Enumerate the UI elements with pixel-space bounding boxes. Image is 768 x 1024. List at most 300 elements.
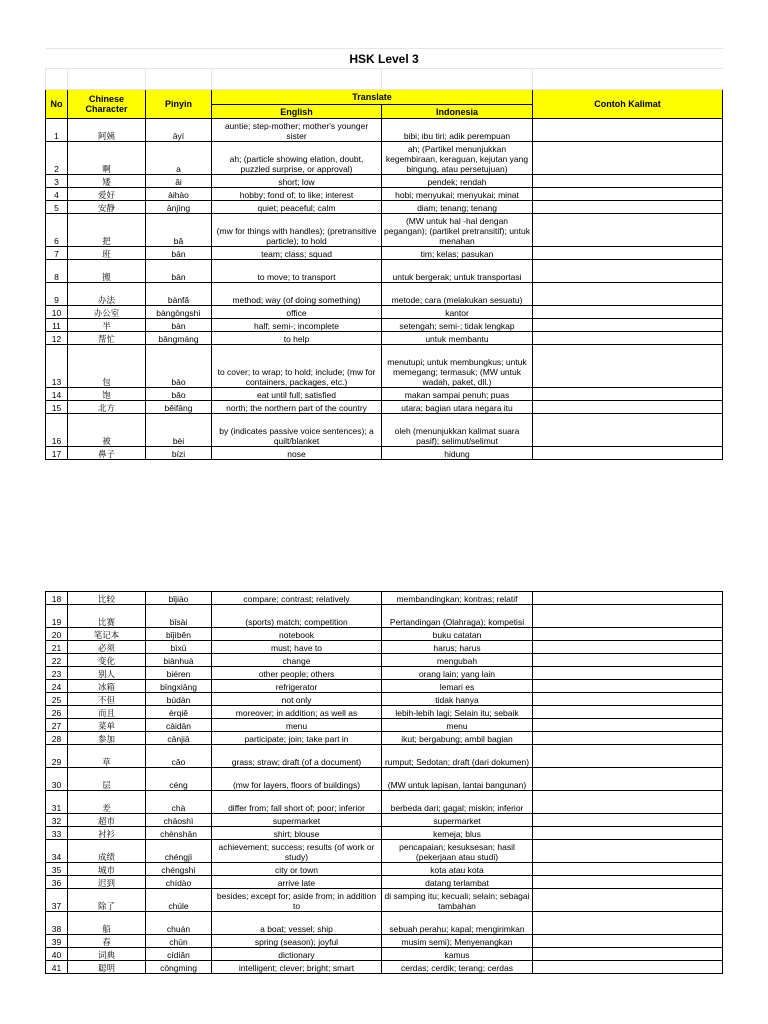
cell-pinyin: a [146, 142, 212, 175]
cell-indonesia: tidak hanya [382, 693, 533, 706]
header-chinese-character: Chinese Character [68, 90, 146, 119]
table-row [46, 791, 723, 814]
cell-no: 2 [46, 142, 68, 175]
cell-chinese: 饱 [68, 388, 146, 401]
cell-contoh-kalimat [533, 840, 723, 863]
cell-english: a boat; vessel; ship [212, 912, 382, 935]
table-row [46, 840, 723, 863]
cell-chinese: 把 [68, 214, 146, 247]
empty-cell [212, 69, 382, 90]
cell-no: 5 [46, 201, 68, 214]
table-row [46, 654, 723, 667]
cell-chinese: 菜单 [68, 719, 146, 732]
cell-chinese: 北方 [68, 401, 146, 414]
cell-pinyin: chènshān [146, 827, 212, 840]
cell-indonesia: (MW untuk lapisan, lantai bangunan) [382, 768, 533, 791]
cell-no: 16 [46, 414, 68, 447]
cell-contoh-kalimat [533, 961, 723, 974]
table-row [46, 332, 723, 345]
table-row [46, 961, 723, 974]
cell-no: 7 [46, 247, 68, 260]
cell-indonesia: pencapaian; kesuksesan; hasil (pekerjaan atau studi) [382, 840, 533, 863]
cell-chinese: 春 [68, 935, 146, 948]
cell-indonesia: hidung [382, 447, 533, 460]
table-row [46, 719, 723, 732]
cell-indonesia: oleh (menunjukkan kalimat suara pasif); selimut/selimut [382, 414, 533, 447]
cell-english: besides; except for; aside from; in addition to [212, 889, 382, 912]
table-row [46, 693, 723, 706]
cell-indonesia: utara; bagian utara negara itu [382, 401, 533, 414]
cell-indonesia: kota atau kota [382, 863, 533, 876]
cell-chinese: 城市 [68, 863, 146, 876]
cell-pinyin: bǐsài [146, 605, 212, 628]
cell-english: dictionary [212, 948, 382, 961]
cell-indonesia: (MW untuk hal -hal dengan pegangan); (partikel pretransitif); untuk menahan [382, 214, 533, 247]
cell-contoh-kalimat [533, 414, 723, 447]
cell-contoh-kalimat [533, 306, 723, 319]
cell-pinyin: bǐjiào [146, 592, 212, 605]
cell-no: 9 [46, 283, 68, 306]
cell-no: 23 [46, 667, 68, 680]
cell-indonesia: lemari es [382, 680, 533, 693]
table-row [46, 706, 723, 719]
cell-pinyin: càidān [146, 719, 212, 732]
cell-english: arrive late [212, 876, 382, 889]
cell-english: must; have to [212, 641, 382, 654]
table-row [46, 768, 723, 791]
cell-chinese: 笔记本 [68, 628, 146, 641]
cell-no: 39 [46, 935, 68, 948]
cell-contoh-kalimat [533, 592, 723, 605]
cell-contoh-kalimat [533, 814, 723, 827]
table-row [46, 388, 723, 401]
cell-contoh-kalimat [533, 175, 723, 188]
cell-indonesia: ah; (Partikel menunjukkan kegembiraan, keraguan, kejutan yang bingung, atau persetujuan) [382, 142, 533, 175]
cell-chinese: 成绩 [68, 840, 146, 863]
cell-pinyin: chāoshì [146, 814, 212, 827]
cell-no: 35 [46, 863, 68, 876]
cell-english: to move; to transport [212, 260, 382, 283]
cell-contoh-kalimat [533, 948, 723, 961]
cell-pinyin: búdàn [146, 693, 212, 706]
cell-pinyin: chūn [146, 935, 212, 948]
cell-indonesia: mengubah [382, 654, 533, 667]
cell-english: not only [212, 693, 382, 706]
cell-no: 8 [46, 260, 68, 283]
cell-english: supermarket [212, 814, 382, 827]
cell-indonesia: supermarket [382, 814, 533, 827]
cell-no: 33 [46, 827, 68, 840]
cell-indonesia: untuk membantu [382, 332, 533, 345]
cell-indonesia: kamus [382, 948, 533, 961]
cell-contoh-kalimat [533, 912, 723, 935]
cell-english: moreover; in addition; as well as [212, 706, 382, 719]
cell-no: 15 [46, 401, 68, 414]
cell-pinyin: biànhuà [146, 654, 212, 667]
cell-contoh-kalimat [533, 188, 723, 201]
cell-contoh-kalimat [533, 667, 723, 680]
table-row [46, 283, 723, 306]
cell-chinese: 办法 [68, 283, 146, 306]
cell-english: spring (season); joyful [212, 935, 382, 948]
cell-indonesia: pendek; rendah [382, 175, 533, 188]
cell-pinyin: céng [146, 768, 212, 791]
table-row [46, 605, 723, 628]
cell-pinyin: chuán [146, 912, 212, 935]
header-translate: Translate [212, 90, 533, 105]
cell-chinese: 阿姨 [68, 119, 146, 142]
cell-english: (mw for layers, floors of buildings) [212, 768, 382, 791]
cell-no: 38 [46, 912, 68, 935]
cell-contoh-kalimat [533, 680, 723, 693]
cell-english: change [212, 654, 382, 667]
cell-contoh-kalimat [533, 628, 723, 641]
cell-chinese: 办公室 [68, 306, 146, 319]
cell-no: 14 [46, 388, 68, 401]
cell-pinyin: bàn [146, 319, 212, 332]
cell-chinese: 比赛 [68, 605, 146, 628]
cell-pinyin: āyí [146, 119, 212, 142]
cell-chinese: 不但 [68, 693, 146, 706]
cell-english: grass; straw; draft (of a document) [212, 745, 382, 768]
vocabulary-table-part-2 [45, 591, 723, 974]
cell-chinese: 衬衫 [68, 827, 146, 840]
cell-indonesia: makan sampai penuh; puas [382, 388, 533, 401]
cell-chinese: 超市 [68, 814, 146, 827]
cell-no: 12 [46, 332, 68, 345]
cell-indonesia: ikut; bergabung; ambil bagian [382, 732, 533, 745]
cell-chinese: 聪明 [68, 961, 146, 974]
cell-pinyin: cōngming [146, 961, 212, 974]
cell-english: north; the northern part of the country [212, 401, 382, 414]
table-row [46, 247, 723, 260]
cell-contoh-kalimat [533, 768, 723, 791]
cell-no: 10 [46, 306, 68, 319]
cell-pinyin: cǎo [146, 745, 212, 768]
cell-indonesia: setengah; semi-; tidak lengkap [382, 319, 533, 332]
cell-pinyin: bìxū [146, 641, 212, 654]
cell-no: 13 [46, 345, 68, 388]
cell-no: 24 [46, 680, 68, 693]
empty-cell [382, 69, 533, 90]
cell-no: 4 [46, 188, 68, 201]
cell-no: 17 [46, 447, 68, 460]
cell-pinyin: bǐjìběn [146, 628, 212, 641]
table-row [46, 863, 723, 876]
table-row [46, 401, 723, 414]
cell-contoh-kalimat [533, 745, 723, 768]
cell-chinese: 帮忙 [68, 332, 146, 345]
cell-chinese: 船 [68, 912, 146, 935]
cell-chinese: 词典 [68, 948, 146, 961]
table-row [46, 447, 723, 460]
cell-contoh-kalimat [533, 863, 723, 876]
cell-indonesia: untuk bergerak; untuk transportasi [382, 260, 533, 283]
cell-english: differ from; fall short of; poor; inferior [212, 791, 382, 814]
cell-chinese: 被 [68, 414, 146, 447]
cell-chinese: 层 [68, 768, 146, 791]
cell-english: to cover; to wrap; to hold; include; (mw for containers, packages, etc.) [212, 345, 382, 388]
cell-indonesia: di samping itu; kecuali; selain; sebagai tambahan [382, 889, 533, 912]
cell-chinese: 变化 [68, 654, 146, 667]
cell-indonesia: musim semi); Menyenangkan [382, 935, 533, 948]
cell-english: notebook [212, 628, 382, 641]
table-row [46, 592, 723, 605]
cell-indonesia: bibi; ibu tiri; adik perempuan [382, 119, 533, 142]
cell-pinyin: biéren [146, 667, 212, 680]
cell-no: 41 [46, 961, 68, 974]
cell-pinyin: bèi [146, 414, 212, 447]
cell-contoh-kalimat [533, 142, 723, 175]
table-row [46, 745, 723, 768]
cell-no: 37 [46, 889, 68, 912]
cell-english: compare; contrast; relatively [212, 592, 382, 605]
header-pinyin: Pinyin [146, 90, 212, 119]
cell-chinese: 比较 [68, 592, 146, 605]
table-row [46, 948, 723, 961]
cell-contoh-kalimat [533, 214, 723, 247]
header-english: English [212, 105, 382, 119]
cell-english: auntie; step-mother; mother's younger sister [212, 119, 382, 142]
cell-indonesia: lebih-lebih lagi; Selain itu; sebaik [382, 706, 533, 719]
cell-chinese: 矮 [68, 175, 146, 188]
cell-contoh-kalimat [533, 401, 723, 414]
table-row [46, 188, 723, 201]
cell-no: 11 [46, 319, 68, 332]
cell-english: to help [212, 332, 382, 345]
cell-pinyin: bān [146, 260, 212, 283]
table-row [46, 876, 723, 889]
cell-contoh-kalimat [533, 876, 723, 889]
cell-chinese: 班 [68, 247, 146, 260]
cell-pinyin: bīngxiāng [146, 680, 212, 693]
cell-contoh-kalimat [533, 693, 723, 706]
cell-pinyin: chídào [146, 876, 212, 889]
cell-indonesia: membandingkan; kontras; relatif [382, 592, 533, 605]
table-row [46, 912, 723, 935]
cell-no: 29 [46, 745, 68, 768]
cell-chinese: 参加 [68, 732, 146, 745]
cell-contoh-kalimat [533, 889, 723, 912]
cell-pinyin: bànfǎ [146, 283, 212, 306]
cell-no: 22 [46, 654, 68, 667]
cell-no: 1 [46, 119, 68, 142]
cell-no: 31 [46, 791, 68, 814]
cell-contoh-kalimat [533, 283, 723, 306]
cell-indonesia: orang lain; yang lain [382, 667, 533, 680]
cell-chinese: 别人 [68, 667, 146, 680]
cell-contoh-kalimat [533, 641, 723, 654]
cell-chinese: 爱好 [68, 188, 146, 201]
header-contoh-kalimat: Contoh Kalimat [533, 90, 723, 119]
empty-cell [533, 69, 723, 90]
cell-pinyin: cānjiā [146, 732, 212, 745]
cell-indonesia: Pertandingan (Olahraga); kompetisi [382, 605, 533, 628]
cell-pinyin: bízi [146, 447, 212, 460]
cell-pinyin: cídiǎn [146, 948, 212, 961]
cell-contoh-kalimat [533, 654, 723, 667]
cell-indonesia: sebuah perahu; kapal; mengirimkan [382, 912, 533, 935]
cell-english: office [212, 306, 382, 319]
table-row [46, 814, 723, 827]
cell-pinyin: chéngshì [146, 863, 212, 876]
cell-no: 30 [46, 768, 68, 791]
table-row [46, 319, 723, 332]
table-row [46, 628, 723, 641]
cell-no: 27 [46, 719, 68, 732]
cell-english: intelligent; clever; bright; smart [212, 961, 382, 974]
cell-english: city or town [212, 863, 382, 876]
cell-no: 28 [46, 732, 68, 745]
cell-pinyin: bāo [146, 345, 212, 388]
cell-contoh-kalimat [533, 260, 723, 283]
cell-english: eat until full; satisfied [212, 388, 382, 401]
cell-chinese: 包 [68, 345, 146, 388]
table-row [46, 680, 723, 693]
table-row [46, 214, 723, 247]
cell-contoh-kalimat [533, 447, 723, 460]
table-row [46, 667, 723, 680]
cell-pinyin: chà [146, 791, 212, 814]
cell-chinese: 差 [68, 791, 146, 814]
cell-pinyin: bàngōngshì [146, 306, 212, 319]
cell-chinese: 半 [68, 319, 146, 332]
cell-contoh-kalimat [533, 827, 723, 840]
cell-contoh-kalimat [533, 119, 723, 142]
empty-cell [68, 69, 146, 90]
cell-indonesia: harus; harus [382, 641, 533, 654]
cell-no: 20 [46, 628, 68, 641]
cell-pinyin: bāngmáng [146, 332, 212, 345]
cell-english: refrigerator [212, 680, 382, 693]
cell-no: 40 [46, 948, 68, 961]
cell-english: participate; join; take part in [212, 732, 382, 745]
table-row [46, 414, 723, 447]
cell-indonesia: cerdas; cerdik; terang; cerdas [382, 961, 533, 974]
cell-indonesia: datang terlambat [382, 876, 533, 889]
table-row [46, 119, 723, 142]
cell-no: 34 [46, 840, 68, 863]
cell-english: short; low [212, 175, 382, 188]
cell-indonesia: metode; cara (melakukan sesuatu) [382, 283, 533, 306]
table-row [46, 201, 723, 214]
cell-no: 25 [46, 693, 68, 706]
cell-contoh-kalimat [533, 319, 723, 332]
table-row [46, 142, 723, 175]
cell-english: method; way (of doing something) [212, 283, 382, 306]
cell-english: shirt; blouse [212, 827, 382, 840]
table-row [46, 827, 723, 840]
cell-chinese: 安静 [68, 201, 146, 214]
cell-chinese: 啊 [68, 142, 146, 175]
cell-chinese: 而且 [68, 706, 146, 719]
table-row [46, 935, 723, 948]
cell-no: 6 [46, 214, 68, 247]
header-indonesia: Indonesia [382, 105, 533, 119]
cell-chinese: 冰箱 [68, 680, 146, 693]
cell-pinyin: chúle [146, 889, 212, 912]
cell-contoh-kalimat [533, 201, 723, 214]
cell-contoh-kalimat [533, 719, 723, 732]
table-row [46, 306, 723, 319]
cell-english: menu [212, 719, 382, 732]
vocabulary-table-part-1 [45, 48, 723, 460]
cell-english: achievement; success; results (of work or study) [212, 840, 382, 863]
cell-chinese: 鼻子 [68, 447, 146, 460]
cell-pinyin: ǎi [146, 175, 212, 188]
cell-contoh-kalimat [533, 605, 723, 628]
cell-no: 26 [46, 706, 68, 719]
cell-no: 36 [46, 876, 68, 889]
cell-indonesia: buku catatan [382, 628, 533, 641]
cell-chinese: 搬 [68, 260, 146, 283]
cell-contoh-kalimat [533, 791, 723, 814]
empty-cell [46, 69, 68, 90]
cell-no: 19 [46, 605, 68, 628]
cell-contoh-kalimat [533, 732, 723, 745]
cell-indonesia: tim; kelas; pasukan [382, 247, 533, 260]
cell-indonesia: rumput; Sedotan; draft (dari dokumen) [382, 745, 533, 768]
cell-english: hobby; fond of; to like; interest [212, 188, 382, 201]
cell-indonesia: kemeja; blus [382, 827, 533, 840]
header-no: No [46, 90, 68, 119]
cell-pinyin: ānjìng [146, 201, 212, 214]
table-row [46, 175, 723, 188]
cell-contoh-kalimat [533, 935, 723, 948]
cell-indonesia: menutupi; untuk membungkus; untuk memegang; termasuk; (MW untuk wadah, paket, dll.) [382, 345, 533, 388]
page-title: HSK Level 3 [46, 49, 723, 69]
table-row [46, 641, 723, 654]
cell-pinyin: chéngjì [146, 840, 212, 863]
cell-no: 18 [46, 592, 68, 605]
table-row [46, 889, 723, 912]
empty-cell [146, 69, 212, 90]
cell-indonesia: berbeda dari; gagal; miskin; inferior [382, 791, 533, 814]
cell-english: ah; (particle showing elation, doubt, puzzled surprise, or approval) [212, 142, 382, 175]
cell-english: half; semi-; incomplete [212, 319, 382, 332]
cell-chinese: 必须 [68, 641, 146, 654]
cell-chinese: 迟到 [68, 876, 146, 889]
cell-no: 21 [46, 641, 68, 654]
cell-english: by (indicates passive voice sentences); a quilt/blanket [212, 414, 382, 447]
table-row [46, 260, 723, 283]
cell-contoh-kalimat [533, 247, 723, 260]
cell-indonesia: diam; tenang; tenang [382, 201, 533, 214]
cell-contoh-kalimat [533, 706, 723, 719]
cell-english: team; class; squad [212, 247, 382, 260]
cell-no: 3 [46, 175, 68, 188]
cell-chinese: 草 [68, 745, 146, 768]
cell-pinyin: bǎo [146, 388, 212, 401]
cell-pinyin: bān [146, 247, 212, 260]
cell-pinyin: àihào [146, 188, 212, 201]
table-row [46, 345, 723, 388]
cell-no: 32 [46, 814, 68, 827]
cell-indonesia: hobi; menyukai; menyukai; minat [382, 188, 533, 201]
cell-pinyin: érqiě [146, 706, 212, 719]
cell-chinese: 除了 [68, 889, 146, 912]
cell-contoh-kalimat [533, 345, 723, 388]
cell-english: nose [212, 447, 382, 460]
cell-english: quiet; peaceful; calm [212, 201, 382, 214]
cell-contoh-kalimat [533, 332, 723, 345]
table-row [46, 732, 723, 745]
cell-english: (sports) match; competition [212, 605, 382, 628]
cell-contoh-kalimat [533, 388, 723, 401]
cell-pinyin: běifāng [146, 401, 212, 414]
cell-english: (mw for things with handles); (pretransitive particle); to hold [212, 214, 382, 247]
cell-pinyin: bǎ [146, 214, 212, 247]
